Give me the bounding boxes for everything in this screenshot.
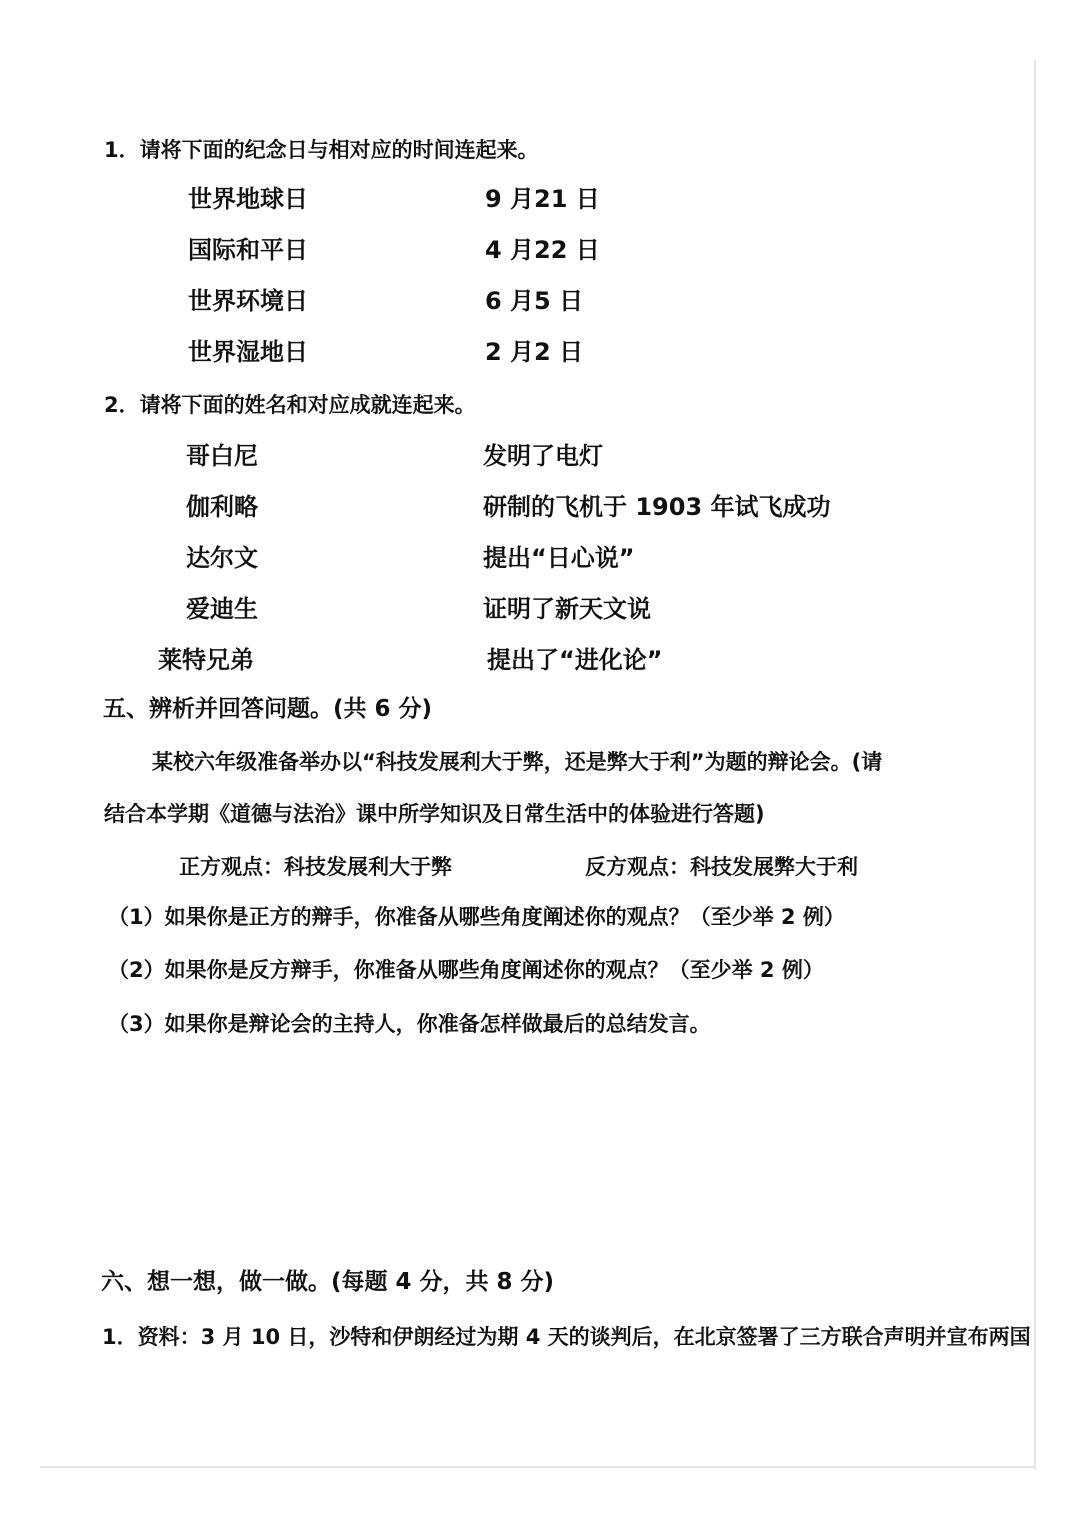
section-6-item-1: 1．资料：3 月 10 日，沙特和伊朗经过为期 4 天的谈判后，在北京签署了三方联合声明并宣布两国 <box>102 1325 1031 1349</box>
pro-viewpoint: 正方观点：科技发展利大于弊 <box>179 855 452 879</box>
q1-right-item: 9 月21 日 <box>485 185 600 213</box>
page-edge <box>1034 60 1036 1470</box>
q2-left-item: 达尔文 <box>186 544 258 572</box>
q1-left-item: 世界湿地日 <box>188 338 308 366</box>
question-2-heading: 2．请将下面的姓名和对应成就连起来。 <box>104 393 476 417</box>
q2-left-item: 莱特兄弟 <box>158 646 254 674</box>
section-5-intro: 结合本学期《道德与法治》课中所学知识及日常生活中的体验进行答题) <box>104 802 765 826</box>
question-1-heading: 1．请将下面的纪念日与相对应的时间连起来。 <box>104 138 539 162</box>
q1-left-item: 世界环境日 <box>188 287 308 315</box>
q1-left-item: 国际和平日 <box>188 236 308 264</box>
q2-right-item: 提出了“进化论” <box>487 646 663 674</box>
q1-right-item: 2 月2 日 <box>485 338 584 366</box>
q2-right-item: 证明了新天文说 <box>483 595 651 623</box>
q2-left-item: 爱迪生 <box>186 595 258 623</box>
q2-left-item: 哥白尼 <box>186 442 258 470</box>
con-viewpoint: 反方观点：科技发展弊大于利 <box>585 855 858 879</box>
sub-question: （3）如果你是辩论会的主持人，你准备怎样做最后的总结发言。 <box>108 1012 711 1036</box>
q2-right-item: 提出“日心说” <box>483 544 635 572</box>
q1-right-item: 6 月5 日 <box>485 287 584 315</box>
q1-right-item: 4 月22 日 <box>485 236 600 264</box>
page-edge <box>40 1466 1036 1468</box>
q2-left-item: 伽利略 <box>186 493 258 521</box>
q1-left-item: 世界地球日 <box>188 185 308 213</box>
q2-right-item: 发明了电灯 <box>483 442 603 470</box>
sub-question: （1）如果你是正方的辩手，你准备从哪些角度阐述你的观点？（至少举 2 例） <box>108 905 845 929</box>
section-5-intro: 某校六年级准备举办以“科技发展利大于弊，还是弊大于利”为题的辩论会。(请 <box>152 750 883 774</box>
sub-question: （2）如果你是反方辩手，你准备从哪些角度阐述你的观点？（至少举 2 例） <box>108 958 824 982</box>
q2-right-item: 研制的飞机于 1903 年试飞成功 <box>483 493 831 521</box>
section-6-title: 六、想一想，做一做。(每题 4 分，共 8 分) <box>101 1269 555 1295</box>
section-5-title: 五、辨析并回答问题。(共 6 分) <box>103 696 433 722</box>
